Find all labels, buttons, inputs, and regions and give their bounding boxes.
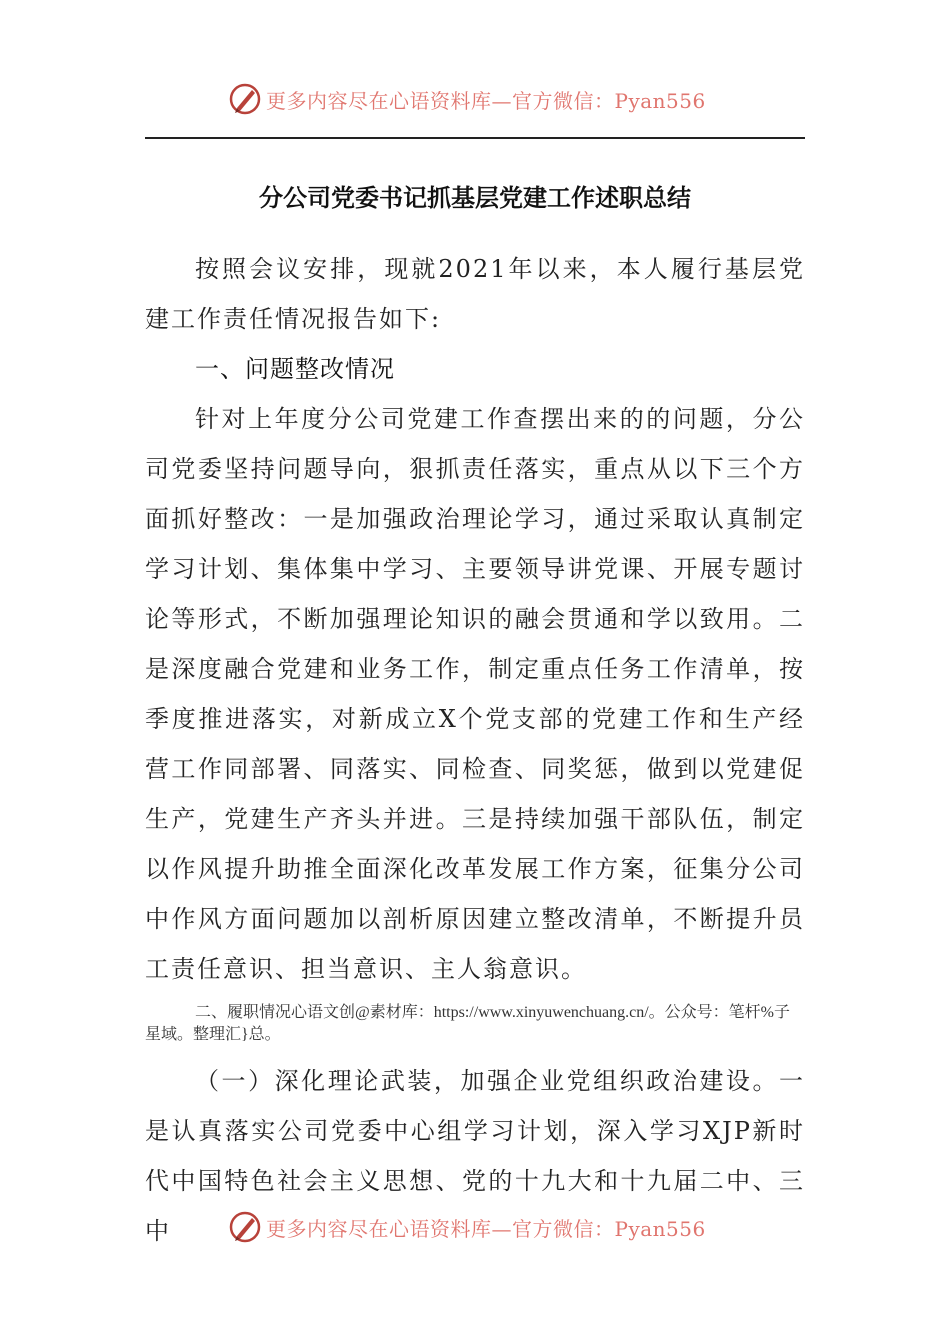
section2-paragraph: （一）深化理论武装，加强企业党组织政治建设。一是认真落实公司党委中心组学习计划，深入学习XJP新时代中国特色社会主义思想、党的十九大和十九届二中、三中 <box>145 1067 805 1245</box>
header-banner <box>228 82 706 116</box>
page-header <box>0 82 950 122</box>
header-divider <box>145 137 805 139</box>
section1-heading: 一、问题整改情况 <box>195 355 395 383</box>
header-banner-text: 更多内容尽在心语资料库—官方微信：Pyan556 <box>266 88 706 113</box>
page-title: 分公司党委书记抓基层党建工作述职总结 <box>259 183 691 212</box>
pen-logo-icon <box>228 82 262 116</box>
footer-banner-text: 更多内容尽在心语资料库—官方微信：Pyan556 <box>266 1216 706 1241</box>
pen-logo-icon <box>228 1210 262 1244</box>
section2-note: 二、履职情况心语文创@素材库：https://www.xinyuwenchuang.cn/。公众号：笔杆%子星域。整理汇}总。 <box>145 1004 790 1043</box>
intro-paragraph: 按照会议安排，现就2021年以来，本人履行基层党建工作责任情况报告如下: <box>145 255 805 333</box>
document-body <box>145 244 805 1256</box>
section1-paragraph: 针对上年度分公司党建工作查摆出来的的问题，分公司党委坚持问题导向，狠抓责任落实，重点从以下三个方面抓好整改：一是加强政治理论学习，通过采取认真制定学习计划、集体集中学习、主要领导讲党课、开展专题讨论等形式，不断加强理论知识的融会贯通和学以致用。二是深度融合党建和业务工作，制定重点任务工作清单，按季度推进落实，对新成立X个党支部的党建工作和生产经营工作同部署、同落实、同检查、同奖惩，做到以党建促生产，党建生产齐头并进。三是持续加强干部队伍，制定以作风提升助推全面深化改革发展工作方案，征集分公司中作风方面问题加以剖析原因建立整改清单，不断提升员工责任意识、担当意识、主人翁意识。 <box>145 405 805 983</box>
page-footer <box>0 1210 950 1250</box>
footer-banner <box>228 1210 706 1244</box>
